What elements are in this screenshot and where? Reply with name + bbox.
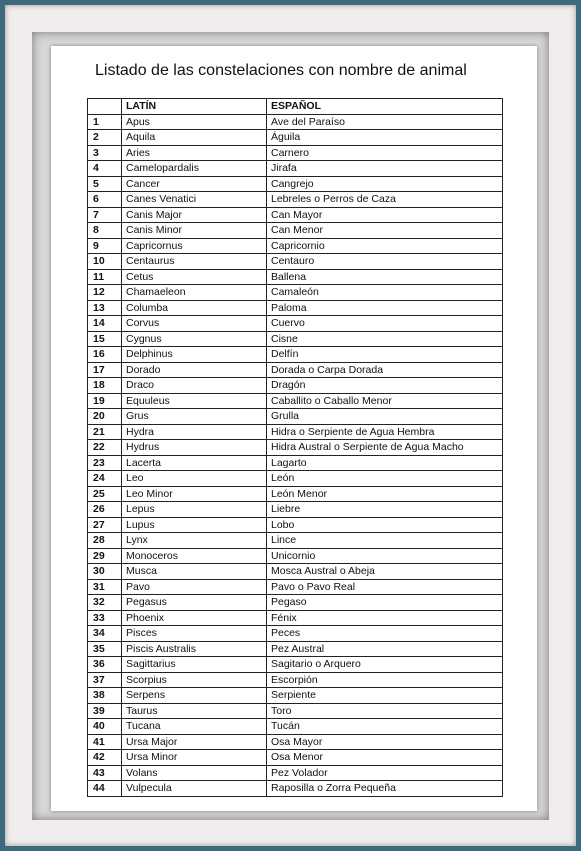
latin-name: Delphinus <box>122 347 267 363</box>
latin-name: Capricornus <box>122 238 267 254</box>
constellations-table <box>87 98 503 797</box>
row-number: 21 <box>88 424 122 440</box>
table-row <box>88 688 503 704</box>
table-row <box>88 254 503 270</box>
spanish-name: Unicornio <box>267 548 503 564</box>
picture-frame <box>5 5 576 846</box>
spanish-name: León Menor <box>267 486 503 502</box>
row-number: 36 <box>88 657 122 673</box>
latin-name: Canes Venatici <box>122 192 267 208</box>
row-number: 35 <box>88 641 122 657</box>
table-row <box>88 114 503 130</box>
spanish-name: Osa Mayor <box>267 734 503 750</box>
row-number: 44 <box>88 781 122 797</box>
spanish-name: Toro <box>267 703 503 719</box>
row-number: 6 <box>88 192 122 208</box>
latin-name: Pisces <box>122 626 267 642</box>
latin-name: Pegasus <box>122 595 267 611</box>
row-number: 20 <box>88 409 122 425</box>
latin-name: Camelopardalis <box>122 161 267 177</box>
row-number: 14 <box>88 316 122 332</box>
table-row <box>88 192 503 208</box>
table-row <box>88 502 503 518</box>
table-row <box>88 269 503 285</box>
row-number: 9 <box>88 238 122 254</box>
table-row <box>88 626 503 642</box>
table-row <box>88 145 503 161</box>
row-number: 26 <box>88 502 122 518</box>
spanish-name: Cuervo <box>267 316 503 332</box>
header-spanish: ESPAÑOL <box>267 99 503 115</box>
table-row <box>88 409 503 425</box>
row-number: 7 <box>88 207 122 223</box>
spanish-name: Lince <box>267 533 503 549</box>
latin-name: Musca <box>122 564 267 580</box>
table-row <box>88 548 503 564</box>
latin-name: Cygnus <box>122 331 267 347</box>
table-row <box>88 595 503 611</box>
row-number: 12 <box>88 285 122 301</box>
table-row <box>88 564 503 580</box>
table-row <box>88 610 503 626</box>
spanish-name: León <box>267 471 503 487</box>
row-number: 25 <box>88 486 122 502</box>
table-body <box>88 114 503 796</box>
table-header-row <box>88 99 503 115</box>
spanish-name: Osa Menor <box>267 750 503 766</box>
spanish-name: Lagarto <box>267 455 503 471</box>
latin-name: Columba <box>122 300 267 316</box>
latin-name: Scorpius <box>122 672 267 688</box>
latin-name: Corvus <box>122 316 267 332</box>
row-number: 37 <box>88 672 122 688</box>
row-number: 42 <box>88 750 122 766</box>
table-row <box>88 347 503 363</box>
table-row <box>88 238 503 254</box>
latin-name: Cancer <box>122 176 267 192</box>
spanish-name: Centauro <box>267 254 503 270</box>
table-row <box>88 316 503 332</box>
row-number: 43 <box>88 765 122 781</box>
row-number: 4 <box>88 161 122 177</box>
latin-name: Lynx <box>122 533 267 549</box>
spanish-name: Grulla <box>267 409 503 425</box>
table-row <box>88 207 503 223</box>
latin-name: Canis Major <box>122 207 267 223</box>
spanish-name: Hidra o Serpiente de Agua Hembra <box>267 424 503 440</box>
spanish-name: Sagitario o Arquero <box>267 657 503 673</box>
table-row <box>88 130 503 146</box>
spanish-name: Tucán <box>267 719 503 735</box>
table-row <box>88 362 503 378</box>
spanish-name: Capricornio <box>267 238 503 254</box>
latin-name: Monoceros <box>122 548 267 564</box>
spanish-name: Can Menor <box>267 223 503 239</box>
row-number: 28 <box>88 533 122 549</box>
document-page <box>51 46 537 811</box>
table-row <box>88 393 503 409</box>
row-number: 19 <box>88 393 122 409</box>
spanish-name: Cangrejo <box>267 176 503 192</box>
spanish-name: Ave del Paraíso <box>267 114 503 130</box>
latin-name: Hydra <box>122 424 267 440</box>
latin-name: Sagittarius <box>122 657 267 673</box>
spanish-name: Carnero <box>267 145 503 161</box>
latin-name: Serpens <box>122 688 267 704</box>
document-title: Listado de las constelaciones con nombre de animal <box>95 62 467 79</box>
spanish-name: Dorada o Carpa Dorada <box>267 362 503 378</box>
latin-name: Equuleus <box>122 393 267 409</box>
spanish-name: Águila <box>267 130 503 146</box>
spanish-name: Caballito o Caballo Menor <box>267 393 503 409</box>
latin-name: Dorado <box>122 362 267 378</box>
table-row <box>88 641 503 657</box>
row-number: 22 <box>88 440 122 456</box>
table-row <box>88 719 503 735</box>
table-row <box>88 161 503 177</box>
header-latin: LATÍN <box>122 99 267 115</box>
table-row <box>88 672 503 688</box>
row-number: 18 <box>88 378 122 394</box>
table-row <box>88 378 503 394</box>
table-row <box>88 750 503 766</box>
row-number: 16 <box>88 347 122 363</box>
row-number: 10 <box>88 254 122 270</box>
table-row <box>88 765 503 781</box>
row-number: 39 <box>88 703 122 719</box>
spanish-name: Paloma <box>267 300 503 316</box>
table-row <box>88 657 503 673</box>
row-number: 27 <box>88 517 122 533</box>
table-row <box>88 781 503 797</box>
table-row <box>88 517 503 533</box>
row-number: 32 <box>88 595 122 611</box>
row-number: 2 <box>88 130 122 146</box>
table-row <box>88 703 503 719</box>
spanish-name: Pegaso <box>267 595 503 611</box>
table-row <box>88 486 503 502</box>
latin-name: Tucana <box>122 719 267 735</box>
latin-name: Piscis Australis <box>122 641 267 657</box>
spanish-name: Liebre <box>267 502 503 518</box>
latin-name: Leo <box>122 471 267 487</box>
table-row <box>88 424 503 440</box>
row-number: 30 <box>88 564 122 580</box>
row-number: 33 <box>88 610 122 626</box>
row-number: 3 <box>88 145 122 161</box>
spanish-name: Peces <box>267 626 503 642</box>
latin-name: Centaurus <box>122 254 267 270</box>
latin-name: Chamaeleon <box>122 285 267 301</box>
row-number: 41 <box>88 734 122 750</box>
spanish-name: Hidra Austral o Serpiente de Agua Macho <box>267 440 503 456</box>
row-number: 11 <box>88 269 122 285</box>
row-number: 1 <box>88 114 122 130</box>
spanish-name: Lobo <box>267 517 503 533</box>
latin-name: Lupus <box>122 517 267 533</box>
latin-name: Draco <box>122 378 267 394</box>
spanish-name: Delfín <box>267 347 503 363</box>
table-row <box>88 285 503 301</box>
spanish-name: Pez Volador <box>267 765 503 781</box>
row-number: 29 <box>88 548 122 564</box>
latin-name: Lacerta <box>122 455 267 471</box>
spanish-name: Pavo o Pavo Real <box>267 579 503 595</box>
table-row <box>88 579 503 595</box>
spanish-name: Fénix <box>267 610 503 626</box>
latin-name: Vulpecula <box>122 781 267 797</box>
table-row <box>88 455 503 471</box>
table-row <box>88 223 503 239</box>
row-number: 24 <box>88 471 122 487</box>
spanish-name: Jirafa <box>267 161 503 177</box>
latin-name: Apus <box>122 114 267 130</box>
latin-name: Taurus <box>122 703 267 719</box>
table-row <box>88 734 503 750</box>
row-number: 13 <box>88 300 122 316</box>
spanish-name: Raposilla o Zorra Pequeña <box>267 781 503 797</box>
row-number: 34 <box>88 626 122 642</box>
spanish-name: Mosca Austral o Abeja <box>267 564 503 580</box>
spanish-name: Escorpión <box>267 672 503 688</box>
table-row <box>88 300 503 316</box>
table-row <box>88 440 503 456</box>
latin-name: Lepus <box>122 502 267 518</box>
spanish-name: Camaleón <box>267 285 503 301</box>
header-number <box>88 99 122 115</box>
latin-name: Cetus <box>122 269 267 285</box>
spanish-name: Lebreles o Perros de Caza <box>267 192 503 208</box>
spanish-name: Can Mayor <box>267 207 503 223</box>
spanish-name: Serpiente <box>267 688 503 704</box>
row-number: 8 <box>88 223 122 239</box>
spanish-name: Pez Austral <box>267 641 503 657</box>
row-number: 17 <box>88 362 122 378</box>
latin-name: Aries <box>122 145 267 161</box>
row-number: 38 <box>88 688 122 704</box>
latin-name: Hydrus <box>122 440 267 456</box>
latin-name: Grus <box>122 409 267 425</box>
row-number: 40 <box>88 719 122 735</box>
row-number: 15 <box>88 331 122 347</box>
latin-name: Canis Minor <box>122 223 267 239</box>
latin-name: Ursa Major <box>122 734 267 750</box>
latin-name: Volans <box>122 765 267 781</box>
table-row <box>88 471 503 487</box>
table-row <box>88 331 503 347</box>
latin-name: Leo Minor <box>122 486 267 502</box>
spanish-name: Cisne <box>267 331 503 347</box>
row-number: 5 <box>88 176 122 192</box>
table-row <box>88 533 503 549</box>
row-number: 23 <box>88 455 122 471</box>
latin-name: Ursa Minor <box>122 750 267 766</box>
latin-name: Aquila <box>122 130 267 146</box>
latin-name: Pavo <box>122 579 267 595</box>
latin-name: Phoenix <box>122 610 267 626</box>
spanish-name: Ballena <box>267 269 503 285</box>
row-number: 31 <box>88 579 122 595</box>
table-row <box>88 176 503 192</box>
spanish-name: Dragón <box>267 378 503 394</box>
